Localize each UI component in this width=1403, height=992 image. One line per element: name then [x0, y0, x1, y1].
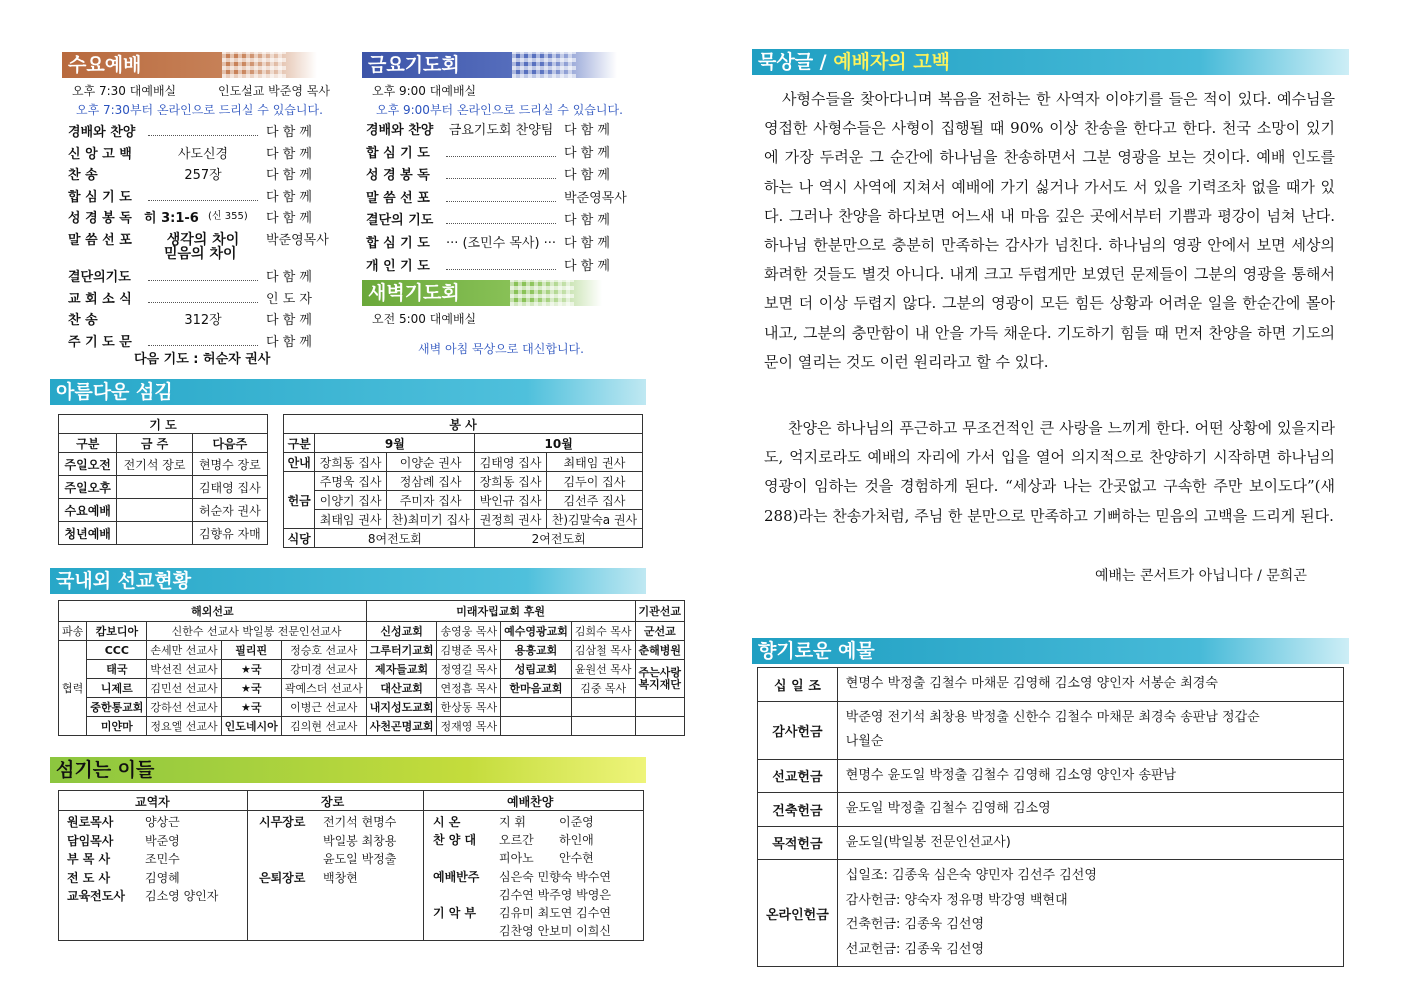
mission-church: 용흥교회: [501, 641, 572, 660]
mission-head-overseas: 해외선교: [59, 601, 367, 622]
order-performer: 인 도 자: [266, 291, 312, 307]
order-performer: 박준영목사: [266, 232, 329, 248]
order-label: 찬 송: [68, 168, 98, 183]
mission-church: 대산교회: [366, 679, 437, 698]
offering-category: 건축헌금: [758, 793, 838, 827]
offering-category: 선교헌금: [758, 759, 838, 793]
music-group: 시 온: [433, 815, 461, 829]
offering-donors: [837, 668, 1343, 702]
table-row: [59, 499, 268, 522]
order-performer: 다 함 께: [266, 270, 312, 285]
staff-head-pastors: 교역자: [135, 795, 170, 809]
order-row: [366, 187, 627, 206]
mission-head-future: 미래자립교회 후원: [366, 601, 635, 622]
hungeum-person: 박인규 집사: [475, 491, 547, 510]
mission-country: CCC: [87, 641, 147, 660]
mission-person: 박선진 선교사: [147, 660, 221, 679]
bongsa-table: [283, 414, 643, 548]
mission-church: 성림교회: [501, 660, 572, 679]
order-label: 성 경 봉 독: [366, 168, 430, 184]
offering-donor-line: 박준영 전기석 최창용 박정출 신한수 김철수 마채문 최경숙 송판남 정갑순: [845, 709, 1260, 725]
order-row: [68, 309, 312, 328]
offering-donor-line: 현명수 박정출 김철수 마채문 김영해 김소영 양인자 서봉순 최경숙: [845, 676, 1218, 691]
offering-category: 감사헌금: [758, 701, 838, 759]
wed-leader: 인도설교 박준영 목사: [218, 84, 330, 98]
offering-category: 목적헌금: [758, 826, 838, 860]
mission-person: [571, 717, 635, 736]
mission-country: 니제르: [87, 679, 147, 698]
table-row: [758, 668, 1344, 702]
order-performer: 다 함 께: [266, 189, 312, 205]
pastor-role: 부 목 사: [67, 852, 111, 866]
meditation-source: 예배는 콘서트가 아닙니다 / 문희곤: [1095, 568, 1307, 584]
mission-org: 군선교: [635, 622, 685, 641]
order-label: 찬 송: [68, 313, 98, 328]
music-role: 오르간: [499, 833, 534, 848]
prayer-person: [117, 476, 192, 499]
mission-church: 내지성도교회: [366, 698, 437, 717]
mission-person: 한상동 목사: [437, 698, 501, 717]
mission-empty-cell: [635, 698, 685, 717]
mission-head-org: 기관선교: [635, 601, 685, 622]
order-leader-dots: [148, 127, 258, 136]
mission-country: 미얀마: [87, 717, 147, 736]
order-detail: 금요기도회 찬양팀: [448, 123, 554, 138]
prayer-person: 허순자 권사: [192, 499, 267, 522]
table-row: [59, 453, 268, 476]
offering-donor-line: 건축헌금: 김종욱 김선영: [845, 917, 985, 932]
prayer-person: 김향유 자매: [192, 522, 267, 545]
mission-person: 정영길 목사: [437, 660, 501, 679]
order-label: 결단의기도: [68, 270, 131, 285]
prayer-person: [117, 499, 192, 522]
table-row: [59, 698, 685, 717]
mission-person: 정승호 선교사: [281, 641, 366, 660]
mission-side-label: 파송: [59, 622, 87, 641]
order-leader-dots: [148, 294, 258, 303]
music-role: 지 휘: [499, 815, 526, 829]
dawn-header: [362, 280, 602, 306]
mission-empty-cell: [635, 717, 685, 736]
hungeum-person: 주미자 집사: [386, 491, 474, 510]
serve-header: [50, 379, 646, 405]
mission-church: 예수영광교회: [501, 622, 572, 641]
offering-donor-line: 십일조: 김종욱 심은숙 양민자 김선주 김선영: [845, 868, 1097, 883]
order-performer: 다 함 께: [266, 334, 312, 350]
order-label: 결단의 기도: [366, 213, 434, 229]
hungeum-person: 최태임 권사: [315, 510, 387, 529]
bongsa-col-oct: 10월: [475, 434, 643, 453]
elder-name: 박일봉 최창용: [323, 833, 397, 848]
order-detail: 히 3:1-6: [144, 211, 199, 226]
annae-person: 최태임 권사: [546, 453, 642, 472]
order-performer: 다 함 께: [564, 236, 610, 251]
fri-header: [362, 52, 617, 78]
pastor-name: 김소영 양인자: [145, 889, 219, 903]
dawn-note: 새벽 아침 묵상으로 대신합니다.: [418, 342, 584, 356]
prayer-service-label: 주일오전: [59, 453, 117, 476]
hungeum-label: 헌금: [284, 472, 315, 529]
staff-head-elders: 장로: [321, 795, 345, 809]
table-row: [758, 759, 1344, 793]
order-leader-dots: [446, 261, 556, 270]
music-names: 심은숙 민향숙 박수연: [499, 869, 611, 884]
prayer-person: 전기석 장로: [117, 453, 192, 476]
table-row: [758, 701, 1344, 759]
table-row: [758, 826, 1344, 860]
order-detail: 생각의 차이: [166, 231, 240, 248]
staff-header: [50, 757, 646, 783]
hungeum-person: 장희동 집사: [475, 472, 547, 491]
mission-title: 국내외 선교현황: [56, 570, 192, 592]
mission-church: [501, 698, 572, 717]
hungeum-person: 이양기 집사: [315, 491, 387, 510]
table-row: [59, 476, 268, 499]
offering-category: 온라인헌금: [758, 860, 838, 967]
music-names: 김수연 박주영 박영은: [499, 887, 611, 902]
order-row: [68, 229, 329, 262]
pastor-name: 김영혜: [145, 870, 180, 885]
order-performer: 다 함 께: [266, 125, 312, 140]
music-names: 김찬영 안보미 이희신: [499, 924, 611, 939]
prayer-person: 김태영 집사: [192, 476, 267, 499]
elder-name: 전기석 현명수: [323, 815, 397, 829]
hungeum-person: 정삼례 집사: [386, 472, 474, 491]
hungeum-person: 찬)김말숙a 권사: [546, 510, 642, 529]
order-performer: 다 함 께: [266, 211, 312, 226]
sikdang-label: 식당: [284, 529, 315, 548]
mission-pastor: 김희수 목사: [571, 622, 635, 641]
mission-org: 춘해병원: [635, 641, 685, 660]
meditation-paragraph-2: 찬양은 하나님의 푸근하고 무조건적인 큰 사랑을 느끼게 한다. 어떤 상황에 있을지라도, 억지로라도 예배의 자리에 가서 입을 열어 의지적으로 찬양하기 시작하면 하나님의 영광이 임하는 것을 경험하게 된다. “세상과 나는 간곳없고 구속한 주만 보이도다”(새288)라는 찬송가처럼, 주님 한 분만으로 만족하고 기뻐하는 믿음의 고백을 드리게 된다.: [764, 419, 1335, 525]
order-performer: 다 함 께: [266, 146, 312, 162]
offering-donor-line: 감사헌금: 양숙자 정유명 박강영 백현대: [845, 892, 1068, 908]
order-detail-line2: 믿음의 차이: [164, 245, 237, 262]
wed-next-prayer: 다음 기도 : 허순자 권사: [134, 352, 271, 367]
mission-person: 김병준 목사: [437, 641, 501, 660]
header-mosaic: [512, 52, 576, 78]
prayer-service-label: 주일오후: [59, 476, 117, 499]
table-row: [284, 491, 643, 510]
pastor-name: 양상근: [145, 815, 180, 829]
order-detail: 257장: [184, 168, 222, 183]
order-label: 합 심 기 도: [366, 145, 430, 161]
order-label: 합 심 기 도: [68, 189, 132, 205]
mission-person: 김중 목사: [571, 679, 635, 698]
order-performer: 다 함 께: [564, 145, 610, 161]
order-label: 개 인 기 도: [366, 258, 430, 274]
serve-title: 아름다운 섬김: [56, 381, 173, 403]
fri-time: 오후 9:00 대예배실: [372, 84, 477, 98]
order-row: [68, 207, 312, 226]
offering-table: [757, 667, 1344, 967]
table-row: [758, 860, 1344, 967]
order-row: [366, 255, 610, 274]
elder-retired-label: 은퇴장로: [259, 871, 306, 885]
mission-country: 필리핀: [221, 641, 281, 660]
elder-name: 윤도일 박정출: [323, 852, 397, 866]
table-row: [59, 622, 685, 641]
prayer-service-label: 수요예배: [59, 499, 117, 522]
annae-person: 김태영 집사: [475, 453, 547, 472]
table-row: [758, 793, 1344, 827]
offering-donor-line: 나월순: [845, 734, 884, 749]
pastor-role: 담임목사: [67, 833, 114, 848]
staff-head-music: 예배찬양: [507, 795, 554, 809]
elder-name: 백창현: [323, 871, 358, 885]
wed-title: 수요예배: [68, 54, 142, 76]
order-performer: 박준영목사: [564, 190, 627, 206]
prayer-person: [117, 522, 192, 545]
offering-header: [752, 638, 1349, 664]
order-row: [366, 209, 610, 229]
order-performer: 다 함 께: [266, 313, 312, 328]
order-performer: 다 함 께: [564, 123, 610, 138]
mission-country: 캄보디아: [87, 622, 147, 641]
mission-person: [571, 698, 635, 717]
offering-donors: [837, 701, 1343, 759]
order-detail: 312장: [184, 313, 222, 328]
order-row: [366, 142, 610, 161]
order-label: 교 회 소 식: [68, 291, 132, 307]
fri-online: 오후 9:00부터 온라인으로 드리실 수 있습니다.: [376, 103, 623, 117]
meditation-header: [752, 49, 1349, 75]
order-leader-dots: [148, 272, 258, 281]
staff-divider: [423, 790, 424, 940]
mission-church: 제자들교회: [366, 660, 437, 679]
pastor-role: 교육전도사: [67, 889, 125, 903]
mission-country: 태국: [87, 660, 147, 679]
hungeum-person: 김선주 집사: [546, 491, 642, 510]
order-row: [68, 121, 312, 140]
mission-person: 정요엘 선교사: [147, 717, 221, 736]
table-row: [59, 679, 685, 698]
mission-country: ★국: [221, 679, 281, 698]
table-row: [59, 717, 685, 736]
table-row: [59, 522, 268, 545]
order-performer: 다 함 께: [564, 213, 610, 229]
mission-header: [50, 568, 646, 594]
table-row: [59, 660, 685, 679]
meditation-title-a: 묵상글 /: [758, 51, 834, 73]
order-leader-dots: [148, 192, 258, 201]
table-row: [284, 510, 643, 529]
table-row: [284, 472, 643, 491]
pastor-role: 전 도 사: [67, 870, 111, 885]
hungeum-person: 김두이 집사: [546, 472, 642, 491]
offering-donor-line: 윤도일(박일봉 전문인선교사): [845, 834, 1011, 850]
mission-org: 주는사랑 복지재단: [635, 660, 685, 698]
order-leader-dots: [446, 170, 556, 179]
order-label: 경배와 찬양: [366, 123, 434, 138]
order-leader-dots: [148, 337, 258, 346]
bongsa-col-sep: 9월: [315, 434, 475, 453]
mission-person: 곽예스더 선교사: [281, 679, 366, 698]
mission-person: 연정흠 목사: [437, 679, 501, 698]
order-row: [366, 164, 610, 184]
staff-title: 섬기는 이들: [56, 759, 155, 781]
mission-church: 신성교회: [366, 622, 437, 641]
offering-donors: [837, 826, 1343, 860]
order-row: [366, 119, 610, 138]
sikdang-sep: 8여전도회: [315, 529, 475, 548]
wed-online: 오후 7:30부터 온라인으로 드리실 수 있습니다.: [76, 103, 323, 117]
offering-donors: [837, 759, 1343, 793]
order-detail-note: (신 355): [208, 211, 248, 222]
mission-church: 사천곤명교회: [366, 717, 437, 736]
mission-person: 김민선 선교사: [147, 679, 221, 698]
order-performer: 다 함 께: [266, 168, 312, 183]
mission-person: 강하선 선교사: [147, 698, 221, 717]
hungeum-person: 찬)최미기 집사: [386, 510, 474, 529]
staff-head-row: [59, 790, 643, 811]
order-leader-dots: [446, 193, 556, 202]
mission-missionary: 신한수 선교사 박일봉 전문인선교사: [147, 622, 366, 641]
music-names: 이준영: [559, 815, 594, 829]
pastor-role: 원로목사: [67, 815, 114, 829]
order-detail: ··· (조민수 목사) ···: [445, 236, 557, 251]
order-row: [68, 186, 312, 205]
elder-active-label: 시무장로: [259, 815, 306, 829]
fri-title: 금요기도회: [368, 54, 460, 76]
prayer-table: [58, 414, 268, 545]
mission-side-label: 협력: [59, 641, 87, 736]
meditation-paragraph-1: 사형수들을 찾아다니며 복음을 전하는 한 사역자 이야기를 들은 적이 있다. 예수님을 영접한 사형수들은 사형이 집행될 때 90% 이상 찬송을 한다고 한다. 천국 소망이 있기에 가장 두려운 그 순간에 하나님을 찬송하면서 그분 영광을 보는 것이다. 예배 인도를 하는 나 역시 사역에 지쳐서 예배에 가기 싫거나 가서도 서 있을 기력조차 없을 때가 있다. 그러나 찬양을 하다보면 어느새 내 마음 깊은 곳에서부터 기쁨과 평강이 넘쳐 난다. 하나님 한분만으로 충분히 만족하는 감사가 넘친다. 하나님의 영광 안에서 보면 세상의 화려한 것들도 별것 아니다. 내게 크고 두렵게만 보였던 문제들이 그분의 영광을 통해서 보면 더 이상 두렵지 않다. 그분의 영광이 모든 힘든 상황과 어려운 일을 한순간에 몰아내고, 그분의 충만함이 내 안을 가득 채운다. 기도하기 힘들 때 먼저 찬양을 하면 기도의 문이 열리는 것도 이런 원리라고 할 수 있다.: [764, 90, 1335, 371]
offering-donor-line: 현명수 윤도일 박정출 김철수 김영해 김소영 양인자 송판남: [845, 767, 1177, 783]
order-label: 말 씀 선 포: [68, 232, 132, 248]
order-row: [68, 288, 312, 307]
annae-person: 장희동 집사: [315, 453, 387, 472]
hungeum-person: 권정희 권사: [475, 510, 547, 529]
order-leader-dots: [446, 148, 556, 157]
music-names: 안수현: [559, 851, 594, 866]
table-row: [59, 641, 685, 660]
mission-person: 손세만 선교사: [147, 641, 221, 660]
wed-header: [62, 52, 317, 78]
mission-country: 중한통교회: [87, 698, 147, 717]
hungeum-person: 주명욱 집사: [315, 472, 387, 491]
dawn-time: 오전 5:00 대예배실: [372, 312, 477, 326]
order-label: 경배와 찬양: [68, 125, 136, 140]
mission-country: ★국: [221, 698, 281, 717]
prayer-col-head: 다음주: [192, 434, 267, 453]
order-performer: 다 함 께: [564, 258, 610, 274]
order-label: 말 씀 선 포: [366, 190, 430, 206]
header-mosaic: [222, 52, 286, 78]
offering-donor-line: 선교헌금: 김종욱 김선영: [845, 941, 985, 957]
mission-church: [501, 717, 572, 736]
mission-table: [58, 600, 685, 736]
mission-person: 이병근 선교사: [281, 698, 366, 717]
order-label: 합 심 기 도: [366, 236, 430, 251]
order-leader-dots: [446, 215, 556, 224]
prayer-service-label: 청년예배: [59, 522, 117, 545]
music-group: 기 악 부: [433, 906, 477, 920]
staff-divider: [247, 790, 248, 940]
offering-donors: [837, 793, 1343, 827]
music-group: 찬 양 대: [433, 833, 477, 848]
meditation-title-b: 예배자의 고백: [833, 51, 950, 73]
music-group: 예배반주: [433, 869, 480, 884]
mission-person: 강미경 선교사: [281, 660, 366, 679]
mission-pastor: 송영웅 목사: [437, 622, 501, 641]
header-mosaic: [510, 280, 574, 306]
mission-person: 김삼철 목사: [571, 641, 635, 660]
mission-country: 인도네시아: [221, 717, 281, 736]
wed-time: 오후 7:30 대예배실: [72, 84, 177, 98]
sikdang-oct: 2여전도회: [475, 529, 643, 548]
order-row: [68, 266, 312, 285]
order-label: 성 경 봉 독: [68, 211, 132, 226]
annae-person: 이양순 권사: [386, 453, 474, 472]
mission-person: 정재영 목사: [437, 717, 501, 736]
mission-person: 윤원선 목사: [571, 660, 635, 679]
prayer-col-head: 구분: [59, 434, 117, 453]
offering-donors: [837, 860, 1343, 967]
dawn-title: 새벽기도회: [368, 282, 460, 304]
staff-box: [58, 790, 644, 941]
order-row: [366, 232, 610, 251]
order-label: 주 기 도 문: [68, 334, 132, 350]
pastor-name: 박준영: [145, 833, 180, 848]
offering-category: 십 일 조: [758, 668, 838, 702]
order-row: [68, 331, 312, 350]
order-detail: 사도신경: [177, 146, 229, 162]
bongsa-col-gubun: 구분: [284, 434, 315, 453]
offering-title: 향기로운 예물: [758, 640, 875, 662]
order-row: [68, 164, 312, 183]
mission-person: 김의현 선교사: [281, 717, 366, 736]
prayer-person: 현명수 장로: [192, 453, 267, 476]
music-names: 김유미 최도연 김수연: [499, 906, 611, 920]
offering-donor-line: 윤도일 박정출 김철수 김영해 김소영: [845, 801, 1051, 816]
mission-church: 그루터기교회: [366, 641, 437, 660]
prayer-col-head: 금 주: [117, 434, 192, 453]
order-performer: 다 함 께: [564, 168, 610, 184]
mission-country: ★국: [221, 660, 281, 679]
mission-church: 한마음교회: [501, 679, 572, 698]
order-row: [68, 143, 312, 162]
music-names: 하인애: [559, 833, 594, 848]
bongsa-table-head: 봉 사: [284, 415, 643, 434]
annae-label: 안내: [284, 453, 315, 472]
order-label: 신 앙 고 백: [68, 146, 132, 162]
music-role: 피아노: [499, 851, 534, 866]
pastor-name: 조민수: [145, 852, 180, 866]
prayer-table-head: 기 도: [59, 415, 268, 434]
